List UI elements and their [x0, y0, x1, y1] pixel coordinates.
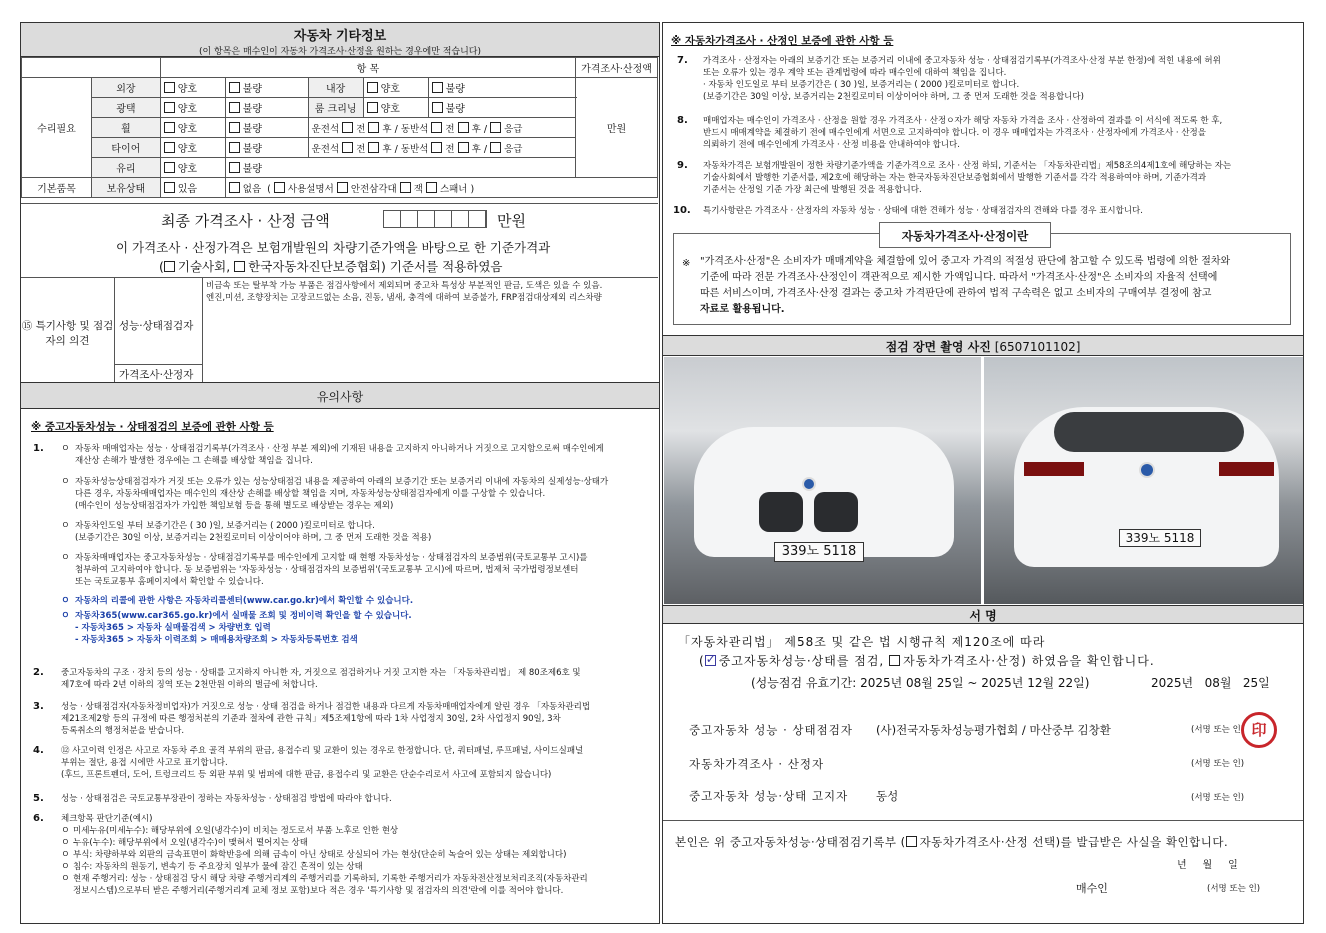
group-basic: 기본품목	[22, 178, 92, 198]
interior-bad[interactable]: 불량	[428, 78, 575, 98]
final-price-boxes[interactable]	[383, 210, 487, 228]
signature-check: (✓ 중고자동차성능·상태를 점검, 자동차가격조사·산정) 하였음을 확인합니다.	[699, 652, 1155, 669]
photos-panel	[662, 336, 1304, 606]
pw-item-9: 자동차가격은 보험개발원이 정한 차량기준가액을 기준가격으로 조사 · 산정 하되, 기준서는 「자동차관리법」제58조의4제1호에 해당하는 자는 기술사회에서 발행한 기준서를, 제2호에 해당하는 자는 한국자동차진단보증협회에서 발행한 기준서를 각각 적용하여야 하며, 기준가격과 기준서는 산정일 기준 가장 최근에 발행된 것을 적용합니다.	[703, 161, 1232, 195]
car-rear-photo	[984, 357, 1303, 604]
glass-good[interactable]: 양호	[160, 158, 225, 178]
buyer-ymd: 년 월 일	[1177, 860, 1238, 871]
notifier-label: 중고자동차 성능·상태 고지자	[689, 789, 849, 803]
buyer-label: 매수인	[1076, 882, 1108, 895]
vehicle-info-subtitle: (이 항목은 매수인이 자동차 가격조사·산정을 원하는 경우에만 적습니다)	[198, 47, 482, 57]
final-price-label: 최종 가격조사 · 산정 금액	[161, 212, 330, 230]
inspector-sign: (서명 또는 인)	[1191, 725, 1245, 735]
photos-header: 점검 장면 촬영 사진 [6507101102]	[663, 336, 1303, 356]
interior-good[interactable]: 양호	[363, 78, 428, 98]
wheel-good[interactable]: 양호	[160, 118, 225, 138]
glass-bad[interactable]: 불량	[225, 158, 575, 178]
checkbox[interactable]	[164, 182, 175, 193]
signature-panel	[662, 606, 1304, 924]
inspector-label: 중고자동차 성능 · 상태점검자	[689, 723, 853, 737]
signature-validity: (성능점검 유효기간: 2025년 08월 25일 ~ 2025년 12월 22일)	[751, 676, 1090, 690]
warranty-title: ※ 중고자동차성능 · 상태점검의 보증에 관한 사항 등	[31, 421, 274, 433]
plate-front: 339노 5118	[774, 542, 864, 562]
note-item-4: ⑫ 사고이력 인정은 사고로 자동차 주요 골격 부위의 판금, 용접수리 및 교환이 있는 경우로 한정합니다. 단, 쿼터패널, 루프패널, 사이드실패널 부위는 절단, 용접 시에만 사고로 표기합니다. (후드, 프론트펜더, 도어, 트렁크리드 등 외판 부위 및 범퍼에 대한 판금, 용접수리 및 교환은 단순수리로서 사고에 포함되지 않습니다)	[61, 746, 584, 780]
price-sign: (서명 또는 인)	[1191, 759, 1245, 769]
checkbox-price[interactable]	[889, 655, 900, 666]
tire-bad[interactable]: 불량	[225, 138, 308, 158]
exterior-bad[interactable]: 불량	[225, 78, 308, 98]
row-wheel: 휠	[92, 118, 161, 138]
notifier-name: 동성	[876, 789, 899, 803]
checkbox[interactable]	[164, 82, 175, 93]
checkbox[interactable]	[367, 102, 378, 113]
final-price-note2: ( 기술사회, 한국자동차진단보증협회) 기준서를 적용하였음	[159, 259, 503, 274]
checkbox-kada[interactable]	[234, 261, 245, 272]
special-label: ⑮ 특기사항 및 점검자의 의견	[21, 278, 115, 384]
price-unit: 만원	[576, 78, 658, 178]
checkbox[interactable]	[432, 102, 443, 113]
checkbox[interactable]	[229, 102, 240, 113]
group-repair: 수리필요	[22, 78, 92, 178]
owned-have[interactable]: 있음	[160, 178, 225, 198]
owned-none[interactable]: 없음 ( 사용설명서 안전삼각대 잭 스패너 )	[225, 178, 657, 198]
room-good[interactable]: 양호	[363, 98, 428, 118]
vehicle-info-title: 자동차 기타정보	[293, 29, 387, 44]
pw-item-7: 가격조사 · 산정자는 아래의 보증기간 또는 보증거리 이내에 중고자동차 성능 · 상태점검기록부(가격조사·산정 부분 한정)에 적힌 내용에 허위 또는 오류가 있는 경우 계약 또는 관계법령에 따라 매수인에 대하여 책임을 집니다. · 자동차 인도일로 부터 보증기간은 ( 30 )일, 보증거리는 ( 2000 )킬로미터로 합니다. (보증기간은 30일 이상, 보증거리는 2천킬로미터 이상이어야 하며, 그 중 먼저 도래한 것을 적용합니다)	[703, 56, 1221, 102]
special-notes	[21, 277, 658, 383]
final-price-unit: 만원	[497, 212, 526, 230]
checkbox[interactable]	[164, 102, 175, 113]
gloss-good[interactable]: 양호	[160, 98, 225, 118]
checkbox-buyer-price[interactable]	[906, 836, 917, 847]
inspector-name: (사)전국자동차성능평가협회 / 마산중부 김창환	[876, 723, 1111, 737]
note-item-5: 성능 · 상태점검은 국토교통부장관이 정하는 자동차성능 · 상태점검 방법에 따라야 합니다.	[61, 794, 392, 804]
special-row-price: 가격조사·산정자	[115, 365, 203, 384]
exterior-good[interactable]: 양호	[160, 78, 225, 98]
special-row-inspector: 성능·상태점검자	[115, 278, 203, 365]
notes-panel: 유의사항 ※ 중고자동차성능 · 상태점검의 보증에 관한 사항 등 1. ㅇ 자동차 매매업자는 성능 · 상태점검기록부(가격조사 · 산정 부분 제외)에 기재된 내용을 고지하지 아니하거나 거짓으로 고지함으로써 매수인에게 재산상 손해가 발생한 경우에는 그 손해를 배상할 책임을 집니다. ㅇ 자동차성능상태점검자가 거짓 또는 오류가 있는 성능상태점검 내용을 제공하여 아래의 보증기간 또는 보증거리 이내에 자동차의 실제성능·상태가 다른 경우, 자동차매매업자는 매수인의 재산상 손해를 배상할 책임을 지며, 자동차성능상태점검자에게 이를 구상할 수 있습니다. (매수인이 성능상태점검자가 가입한 책임보험 등을 통해 별도로 배상받는 경우는 제외) ㅇ 자동차인도일 부터 보증기간은 ( 30 )일, 보증거리는 ( 2000 )킬로미터로 합니다. (보증기간은 30일 이상, 보증거리는 2천킬로미터 이상이어야 하며, 그 중 먼저 도래한 것을 적용) ㅇ 자동차매매업자는 중고자동차성능 · 상태점검기록부를 매수인에게 고지할 때 현행 자동차성능 · 상태점검자의 보증범위(국토교통부 고시)를 첨부하여 고지하여야 합니다. 동 보증범위는 '자동차성능 · 상태점검자의 보증범위'(국토교통부 고시)에 따르며, 법제처 국가법령정보센터 또는 국토교통부 홈페이지에서 확인할 수 있습니다. ㅇ 자동차의 리콜에 관한 사항은 자동차리콜센터(www.car.go.kr)에서 확인할 수 있습니다. ㅇ 자동차365(www.car365.go.kr)에서 실매물 조회 및 정비이력 확인을 할 수 있습니다. - 자동차365 > 자동차 실매물검색 > 차량번호 입력 - 자동차365 > 자동차 이력조회 > 매매용차량조회 > 자동차등록번호 검색 2. 중고자동차의 구조 · 장치 등의 성능 · 상태를 고지하지 아니한 자, 거짓으로 점검하거나 거짓 고지한 자는 「자동차관리법」 제 80조제6호 및 제7호에 따라 2년 이하의 징역 또는 2천만원 이하의 벌금에 처합니다. 3. 성능 · 상태점검자(자동차정비업자)가 거짓으로 성능 · 상태 점검을 하거나 점검한 내용과 다르게 자동차매매업자에게 알린 경우 「자동차관리법 제21조제2항 등의 규정에 따른 행정처분의 기준과 절차에 관한 규칙」제5조제1항에 따라 1차 사업정지 30일, 2차 사업정지 90일, 3차 등록취소의 행정처분을 받습니다. 4. ⑫ 사고이력 인정은 사고로 자동차 주요 골격 부위의 판금, 용접수리 및 교환이 있는 경우로 한정합니다. 단, 쿼터패널, 루프패널, 사이드실패널 부위는 절단, 용접 시에만 사고로 표기합니다. (후드, 프론트펜더, 도어, 트렁크리드 등 외판 부위 및 범퍼에 대한 판금, 용접수리 및 교환은 단순수리로서 사고에 포함되지 않습니다) 5. 성능 · 상태점검은 국토교통부장관이 정하는 자동차성능 · 상태점검 방법에 따라야 합니다. 6. 체크항목 판단기준(예시) ㅇ 미세누유(미세누수): 해당부위에 오일(냉각수)이 비치는 정도로서 부품 노후로 인한 현상 ㅇ 누유(누수): 해당부위에서 오일(냉각수)이 맺혀서 떨어지는 상태 ㅇ 부식: 차량하부와 외판의 금속표면이 화학반응에 의해 금속이 아닌 상태로 상실되어 가는 현상(단순히 녹슬어 있는 상태는 제외합니다) ㅇ 침수: 자동차의 원동기, 변속기 등 주요장치 일부가 물에 잠긴 흔적이 있는 상태 ㅇ 현재 주행거리: 성능 · 상태점검 당시 해당 차량 주행거리계의 주행거리를 기록하되, 기록한 주행거리가 자동차전산정보처리조직(자동차관리 정보시스템)으로부터 받은 주행거리(주행거리계 교체 정보 포함)보다 적은 경우 '특기사항 및 점검자의 의견'란에 이를 적어야 합니다.	[20, 382, 660, 924]
note-item-2: 중고자동차의 구조 · 장치 등의 성능 · 상태를 고지하지 아니한 자, 거짓으로 점검하거나 거짓 고지한 자는 「자동차관리법」 제 80조제6호 및 제7호에 따라 2년 이하의 징역 또는 2천만원 이하의 벌금에 처합니다.	[61, 668, 581, 690]
checkbox[interactable]	[164, 162, 175, 173]
vehicle-info-table	[21, 57, 658, 198]
row-owned: 보유상태	[92, 178, 161, 198]
vehicle-info-header	[21, 23, 659, 57]
checkbox[interactable]	[164, 122, 175, 133]
signature-title: 서 명	[663, 606, 1303, 624]
price-def-text: "가격조사·산정"은 소비자가 매매계약을 체결함에 있어 중고자 가격의 적절성 판단에 참고할 수 있도록 법령에 의한 절차와 기준에 따라 전문 가격조사·산정인이 객관적으로 제시한 가액입니다. 따라서 "가격조사·산정"은 소비자의 자율적 선택에 따른 서비스이며, 가격조사·산정 결과는 중고차 가격판단에 관하여 법적 구속력은 없고 소비자의 구매여부 결정에 참고 자료로 활용됩니다.	[700, 256, 1231, 315]
price-def-box: 자동차가격조사·산정이란 ※ "가격조사·산정"은 소비자가 매매계약을 체결함에 있어 중고자 가격의 적절성 판단에 참고할 수 있도록 법령에 의한 절차와 기준에 따라 전문 가격조사·산정인이 객관적으로 제시한 가액입니다. 따라서 "가격조사·산정"은 소비자의 자율적 선택에 따른 서비스이며, 가격조사·산정 결과는 중고차 가격판단에 관하여 법적 구속력은 없고 소비자의 구매여부 결정에 참고 자료로 활용됩니다.	[673, 233, 1291, 325]
gloss-bad[interactable]: 불량	[225, 98, 308, 118]
buyer-sign: (서명 또는 인)	[1207, 884, 1261, 894]
special-text: 비금속 또는 탈부착 가능 부품은 점검사항에서 제외되며 중고차 특성상 부분적인 판금, 도색은 있을 수 있음. 엔진,미션, 조향장치는 고장코드없는 소음, 진동, 냄새, 충격에 대하여 보증불가, FRP점검대상제외 리스차량	[206, 281, 603, 303]
row-gloss: 광택	[92, 98, 161, 118]
row-interior: 내장	[308, 78, 363, 98]
row-exterior: 외장	[92, 78, 161, 98]
inspector-seal: 印	[1241, 712, 1277, 748]
room-bad[interactable]: 불량	[428, 98, 575, 118]
row-room: 룸 크리닝	[308, 98, 363, 118]
checkbox-tech[interactable]	[164, 261, 175, 272]
note-item-3: 성능 · 상태점검자(자동차정비업자)가 거짓으로 성능 · 상태 점검을 하거나 점검한 내용과 다르게 자동차매매업자에게 알린 경우 「자동차관리법 제21조제2항 등의 규정에 따른 행정처분의 기준과 절차에 관한 규칙」제5조제1항에 따라 1차 사업정지 30일, 2차 사업정지 90일, 3차 등록취소의 행정처분을 받습니다.	[61, 702, 591, 736]
vehicle-info-panel	[20, 22, 660, 382]
notes-title: 유의사항	[21, 383, 659, 409]
checkbox-performance[interactable]	[705, 655, 716, 666]
checkbox[interactable]	[229, 82, 240, 93]
row-tire: 타이어	[92, 138, 161, 158]
plate-rear: 339노 5118	[1119, 529, 1201, 547]
note-item-6: 체크항목 판단기준(예시) ㅇ 미세누유(미세누수): 해당부위에 오일(냉각수)이 비치는 정도로서 부품 노후로 인한 현상 ㅇ 누유(누수): 해당부위에서 오일(냉각수)이 맺혀서 떨어지는 상태 ㅇ 부식: 차량하부와 외판의 금속표면이 화학반응에 의해 금속이 아닌 상태로 상실되어 가는 현상(단순히 녹슬어 있는 상태는 제외합니다) ㅇ 침수: 자동차의 원동기, 변속기 등 주요장치 일부가 물에 잠긴 흔적이 있는 상태 ㅇ 현재 주행거리: 성능 · 상태점검 당시 해당 차량 주행거리계의 주행거리를 기록하되, 기록한 주행거리가 자동차전산정보처리조직(자동차관리 정보시스템)으로부터 받은 주행거리(주행거리계 교체 정보 포함)보다 적은 경우 '특기사항 및 점검자의 의견'란에 이를 적어야 합니다.	[61, 814, 588, 896]
checkbox[interactable]	[164, 142, 175, 153]
price-warranty-panel: ※ 자동차가격조사 · 산정인 보증에 관한 사항 등 7. 가격조사 · 산정자는 아래의 보증기간 또는 보증거리 이내에 중고자동차 성능 · 상태점검기록부(가격조사·산정 부분 한정)에 적힌 내용에 허위 또는 오류가 있는 경우 계약 또는 관계법령에 따라 매수인에 대하여 책임을 집니다. · 자동차 인도일로 부터 보증기간은 ( 30 )일, 보증거리는 ( 2000 )킬로미터로 합니다. (보증기간은 30일 이상, 보증거리는 2천킬로미터 이상이어야 하며, 그 중 먼저 도래한 것을 적용합니다) 8. 매매업자는 매수인이 가격조사 · 산정을 원할 경우 가격조사 · 산정ㅇ자가 해당 자동차 가격을 조사 · 산정하여 결과를 이 서식에 적도록 한 후, 반드시 매매계약을 체결하기 전에 매수인에게 서면으로 고지하여야 합니다. 이 경우 매매업자는 가격조사 · 산정자에게 가격조사 · 산정을 의뢰하기 전에 매수인에게 가격조사 · 산정 비용을 안내하여야 합니다. 9. 자동차가격은 보험개발원이 정한 차량기준가액을 기준가격으로 조사 · 산정 하되, 기준서는 「자동차관리법」제58조의4제1호에 해당하는 자는 기술사회에서 발행한 기준서를, 제2호에 해당하는 자는 한국자동차진단보증협회에서 발행한 기준서를 각각 적용하여야 하며, 기준가격과 기준서는 산정일 기준 가장 최근에 발행된 것을 적용합니다. 10. 특기사항란은 가격조사 · 산정자의 자동차 성능 · 상태에 대한 견해가 성능 · 상태점검자의 견해와 다를 경우 표시합니다. 자동차가격조사·산정이란 ※ "가격조사·산정"은 소비자가 매매계약을 체결함에 있어 중고자 가격의 적절성 판단에 참고할 수 있도록 법령에 의한 절차와 기준에 따라 전문 가격조사·산정인이 객관적으로 제시한 가액입니다. 따라서 "가격조사·산정"은 소비자의 자율적 선택에 따른 서비스이며, 가격조사·산정 결과는 중고차 가격판단에 관하여 법적 구속력은 없고 소비자의 구매여부 결정에 참고 자료로 활용됩니다.	[662, 22, 1304, 336]
price-def-title: 자동차가격조사·산정이란	[879, 222, 1051, 248]
price-label: 자동차가격조사 · 산정자	[689, 757, 825, 771]
checkbox[interactable]	[367, 82, 378, 93]
buyer-confirm: 본인은 위 중고자동차성능·상태점검기록부 ( 자동차가격조사·산정 선택)를 발급받은 사실을 확인합니다.	[675, 835, 1229, 849]
wheel-bad[interactable]: 불량	[225, 118, 308, 138]
row-glass: 유리	[92, 158, 161, 178]
col-price-header: 가격조사·산정액	[576, 58, 658, 78]
col-item-header: 항 목	[160, 58, 575, 78]
price-warranty-title: ※ 자동차가격조사 · 산정인 보증에 관한 사항 등	[671, 35, 894, 47]
checkbox[interactable]	[229, 122, 240, 133]
tire-positions[interactable]: 운전석 전 후 / 동반석 전 후 / 응급	[308, 138, 575, 158]
note-item-1: ㅇ 자동차 매매업자는 성능 · 상태점검기록부(가격조사 · 산정 부분 제외)에 기재된 내용을 고지하지 아니하거나 거짓으로 고지함으로써 매수인에게 재산상 손해가 발생한 경우에는 그 손해를 배상할 책임을 집니다. ㅇ 자동차성능상태점검자가 거짓 또는 오류가 있는 성능상태점검 내용을 제공하여 아래의 보증기간 또는 보증거리 이내에 자동차의 실제성능·상태가 다른 경우, 자동차매매업자는 매수인의 재산상 손해를 배상할 책임을 지며, 자동차성능상태점검자에게 이를 구상할 수 있습니다. (매수인이 성능상태점검자가 가입한 책임보험 등을 통해 별도로 배상받는 경우는 제외) ㅇ 자동차인도일 부터 보증기간은 ( 30 )일, 보증거리는 ( 2000 )킬로미터로 합니다. (보증기간은 30일 이상, 보증거리는 2천킬로미터 이상이어야 하며, 그 중 먼저 도래한 것을 적용) ㅇ 자동차매매업자는 중고자동차성능 · 상태점검기록부를 매수인에게 고지할 때 현행 자동차성능 · 상태점검자의 보증범위(국토교통부 고시)를 첨부하여 고지하여야 합니다. 동 보증범위는 '자동차성능 · 상태점검자의 보증범위'(국토교통부 고시)에 따르며, 법제처 국가법령정보센터 또는 국토교통부 홈페이지에서 확인할 수 있습니다. ㅇ 자동차의 리콜에 관한 사항은 자동차리콜센터(www.car.go.kr)에서 확인할 수 있습니다. ㅇ 자동차365(www.car365.go.kr)에서 실매물 조회 및 정비이력 확인을 할 수 있습니다. - 자동차365 > 자동차 실매물검색 > 차량번호 입력 - 자동차365 > 자동차 이력조회 > 매매용차량조회 > 자동차등록번호 검색	[61, 444, 609, 645]
wheel-positions[interactable]: 운전석 전 후 / 동반석 전 후 / 응급	[308, 118, 575, 138]
notifier-sign: (서명 또는 인)	[1191, 793, 1245, 803]
final-price-note1: 이 가격조사 · 산정가격은 보험개발원의 차량기준가액을 바탕으로 한 기준가격과	[116, 240, 551, 255]
checkbox[interactable]	[229, 142, 240, 153]
signature-date: 2025년 08월 25일	[1151, 676, 1270, 690]
pw-item-10: 특기사항란은 가격조사 · 산정자의 자동차 성능 · 상태에 대한 견해가 성능 · 상태점검자의 견해와 다를 경우 표시합니다.	[703, 206, 1143, 216]
checkbox[interactable]	[229, 162, 240, 173]
signature-law: 「자동차관리법」 제58조 및 같은 법 시행규칙 제120조에 따라	[678, 635, 1046, 649]
checkbox[interactable]	[432, 82, 443, 93]
tire-good[interactable]: 양호	[160, 138, 225, 158]
pw-item-8: 매매업자는 매수인이 가격조사 · 산정을 원할 경우 가격조사 · 산정ㅇ자가 해당 자동차 가격을 조사 · 산정하여 결과를 이 서식에 적도록 한 후, 반드시 매매계약을 체결하기 전에 매수인에게 서면으로 고지하여야 합니다. 이 경우 매매업자는 가격조사 · 산정자에게 가격조사 · 산정을 의뢰하기 전에 매수인에게 가격조사 · 산정 비용을 안내하여야 합니다.	[703, 116, 1223, 150]
car-front-photo	[664, 357, 981, 604]
